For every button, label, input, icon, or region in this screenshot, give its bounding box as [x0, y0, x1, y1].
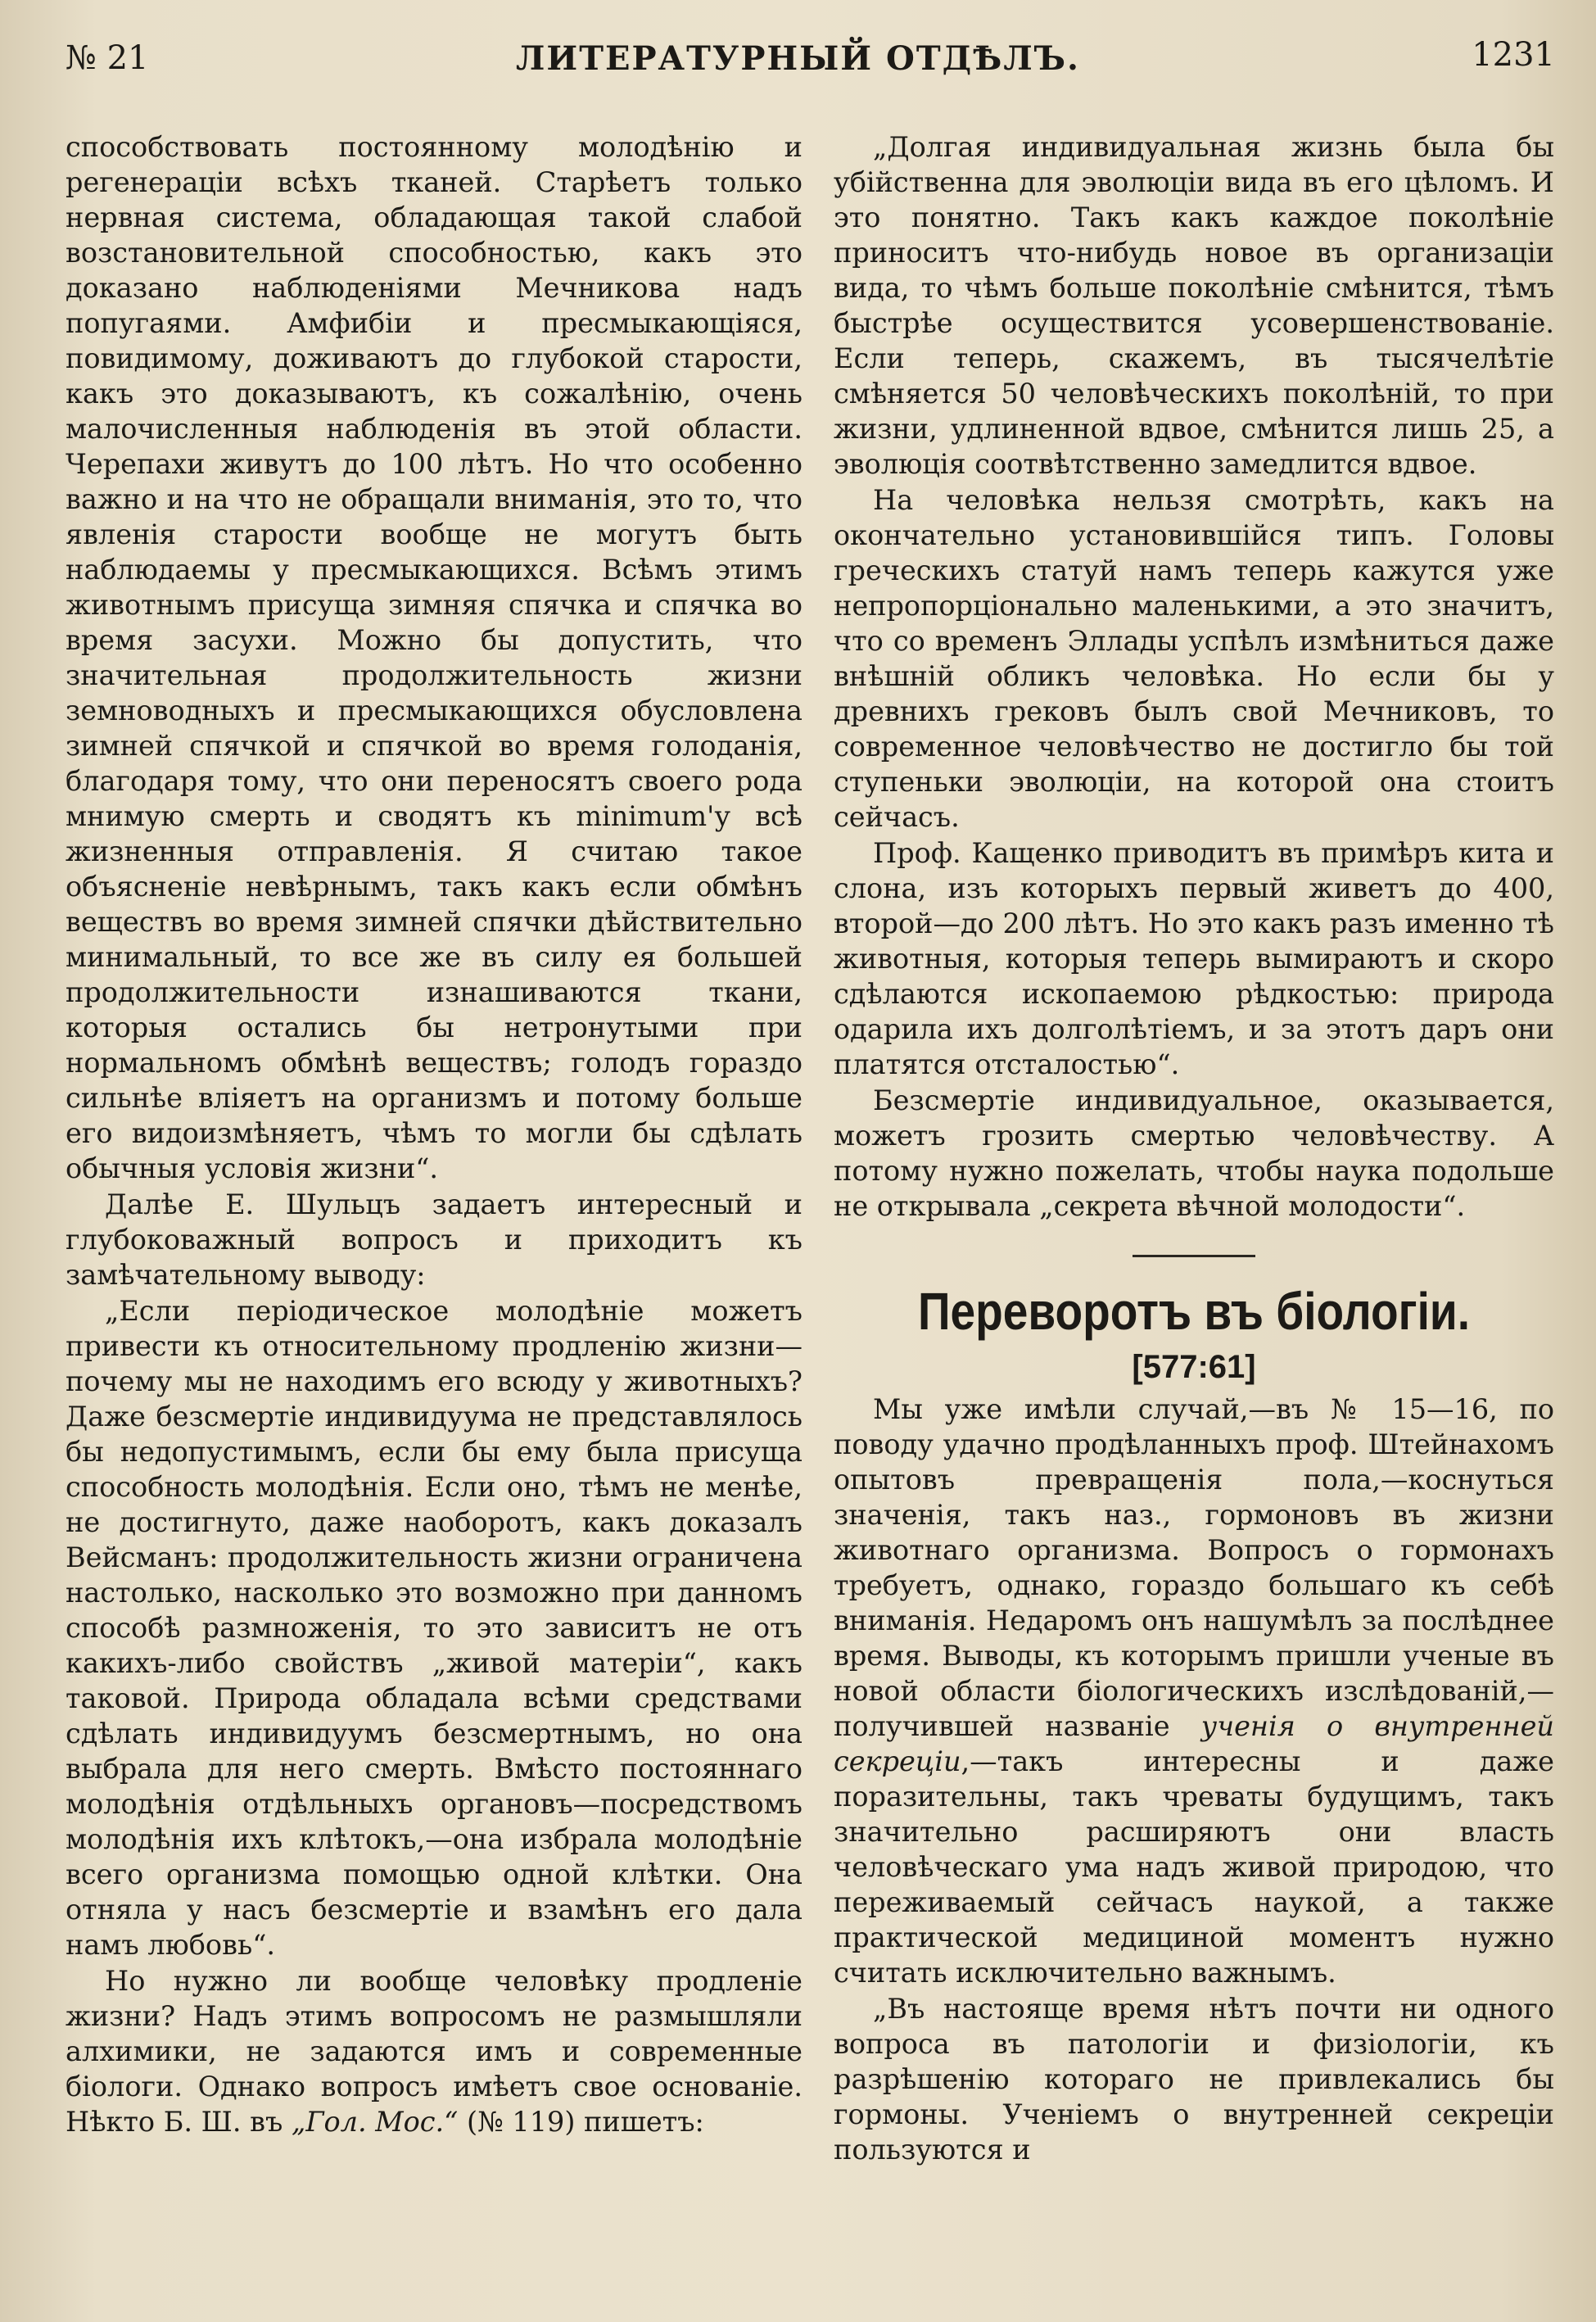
paragraph-text: (№ 119) пишетъ:	[458, 2106, 704, 2138]
paragraph: Проф. Кащенко приводитъ въ примѣръ кита и слона, изъ которыхъ первый живетъ до 400, второй—до 200 лѣтъ. Но это какъ разъ именно тѣ животныя, которыя теперь вымираютъ и скоро сдѣлаются ископаемою рѣдкостью: природа одарила ихъ долголѣтіемъ, и за этотъ даръ они платятся отсталостью“.	[834, 837, 1554, 1080]
paragraph	[66, 1963, 803, 2139]
quote-paragraph: „Въ настояще время нѣтъ почти ни одного вопроса въ патологіи и физіологіи, къ разрѣшенію котораго не привлекались бы гормоны. Ученіемъ о внутренней секреціи пользуются и	[834, 1993, 1554, 2166]
page-number: 1231	[1472, 36, 1555, 74]
right-column	[834, 129, 1554, 2167]
paragraph: способствовать постоянному молодѣнію и регенераціи всѣхъ тканей. Старѣетъ только нервная система, обладающая такой слабой возстановительной способностью, какъ это доказано наблюденіями Мечникова надъ попугаями. Амфибіи и пресмыкающіяся, повидимому, доживаютъ до глубокой старости, какъ это доказываютъ, къ сожалѣнію, очень малочисленныя наблюденія въ этой области. Черепахи живутъ до 100 лѣтъ. Но что особенно важно и на что не обращали вниманія, это то, что явленія старости вообще не могутъ быть наблюдаемы у пресмыкающихся. Всѣмъ этимъ животнымъ присуща зимняя спячка и спячка во время засухи. Можно бы допустить, что значительная продолжительность жизни земноводныхъ и пресмыкающихся обусловлена зимней спячкой и спячкой во время голоданія, благодаря тому, что они переносятъ своего рода мнимую смерть и сводятъ къ minimum'у всѣ жизненныя отправленія. Я считаю такое объясненіе невѣрнымъ, такъ какъ если обмѣнъ веществъ во время зимней спячки дѣйствительно минимальный, то все же въ силу ея большей продолжительности изнашиваются ткани, которыя остались бы нетронутыми при нормальномъ обмѣнѣ веществъ; голодъ гораздо сильнѣе вліяетъ на организмъ и потому больше его видоизмѣняетъ, чѣмъ то могли бы сдѣлать обычныя условія жизни“.	[66, 131, 803, 1184]
paragraph	[834, 1392, 1554, 1990]
emphasized-term: ученія о внутренней секреціи	[834, 1710, 1554, 1777]
paragraph: На человѣка нельзя смотрѣть, какъ на окончательно установившійся типъ. Головы греческихъ статуй намъ теперь кажутся уже непропорціонально маленькими, а это значитъ, что со временъ Эллады успѣлъ измѣниться даже внѣшній обликъ человѣка. Но если бы у древнихъ грековъ былъ свой Мечниковъ, то современное человѣчество не достигло бы той ступеньки эволюціи, на которой она стоитъ сейчасъ.	[834, 484, 1554, 833]
section-title: ЛИТЕРАТУРНЫЙ ОТДѢЛЪ.	[516, 39, 1080, 78]
section-divider	[1133, 1255, 1255, 1257]
newspaper-title: „Гол. Мос.“	[291, 2106, 459, 2138]
left-column	[66, 129, 803, 2139]
paragraph-text: Мы уже имѣли случай,—въ № 15—16, по поводу удачно продѣланныхъ проф. Штейнахомъ опытовъ превращенія пола,—коснуться значенія, такъ наз., гормоновъ въ жизни животнаго организма. Вопросъ о гормонахъ требуетъ, однако, гораздо большаго къ себѣ вниманія. Недаромъ онъ нашумѣлъ за послѣднее время. Выводы, къ которымъ пришли ученые въ новой области біологическихъ изслѣдованій,—получившей названіе	[834, 1393, 1554, 1742]
page-header	[0, 33, 1596, 90]
quote-paragraph: „Если періодическое молодѣніе можетъ привести къ относительному продленію жизни— почему мы не находимъ его всюду у животныхъ? Даже безсмертіе индивидуума не представлялось бы недопустимымъ, если бы ему была присуща способность молодѣнія. Если оно, тѣмъ не менѣе, не достигнуто, даже наоборотъ, какъ доказалъ Вейсманъ: продолжительность жизни ограничена настолько, насколько это возможно при данномъ способѣ размноженія, то это зависитъ не отъ какихъ-либо свойствъ „живой матеріи“, какъ таковой. Природа обладала всѣми средствами сдѣлать индивидуумъ безсмертнымъ, но она выбрала для него смерть. Вмѣсто постояннаго молодѣнія отдѣльныхъ органовъ—посредствомъ молодѣнія ихъ клѣтокъ,—она избрала молодѣніе всего организма помощью одной клѣтки. Она отняла у насъ безсмертіе и взамѣнъ его дала намъ любовь“.	[66, 1295, 803, 1961]
paragraph-text: Но нужно ли вообще человѣку продленіе жизни? Надъ этимъ вопросомъ не размышляли алхимики, не задаются имъ и современные біологи. Однако вопросъ имѣетъ свое основаніе. Нѣкто Б. Ш. въ	[66, 1965, 803, 2138]
article-title: Переворотъ въ біологіи.	[918, 1282, 1470, 1341]
quote-paragraph: „Долгая индивидуальная жизнь была бы убійственна для эволюціи вида въ его цѣломъ. И это понятно. Такъ какъ каждое поколѣніе приноситъ что-нибудь новое въ организаціи вида, то чѣмъ больше поколѣніе смѣнится, тѣмъ быстрѣе осуществится усовершенствованіе. Если теперь, скажемъ, въ тысячелѣтіе смѣняется 50 человѣческихъ поколѣній, то при жизни, удлиненной вдвое, смѣнится лишь 25, а эволюція соотвѣтственно замедлится вдвое.	[834, 131, 1554, 480]
paragraph: Далѣе Е. Шульцъ задаетъ интересный и глубоковажный вопросъ и приходитъ къ замѣчательному выводу:	[66, 1188, 803, 1291]
issue-number: № 21	[66, 39, 149, 77]
paragraph: Безсмертіе индивидуальное, оказывается, можетъ грозить смертью человѣчеству. А потому нужно пожелать, чтобы наука подольше не открывала „секрета вѣчной молодости“.	[834, 1084, 1554, 1222]
paragraph-text: ,—такъ интересны и даже поразительны, такъ чреваты будущимъ, такъ значительно расширяютъ они власть человѣческаго ума надъ живой природою, что переживаемый сейчасъ наукой, а также практической медициной моментъ нужно считать исключительно важнымъ.	[834, 1745, 1554, 1989]
article-code: [577:61]	[1132, 1349, 1256, 1385]
